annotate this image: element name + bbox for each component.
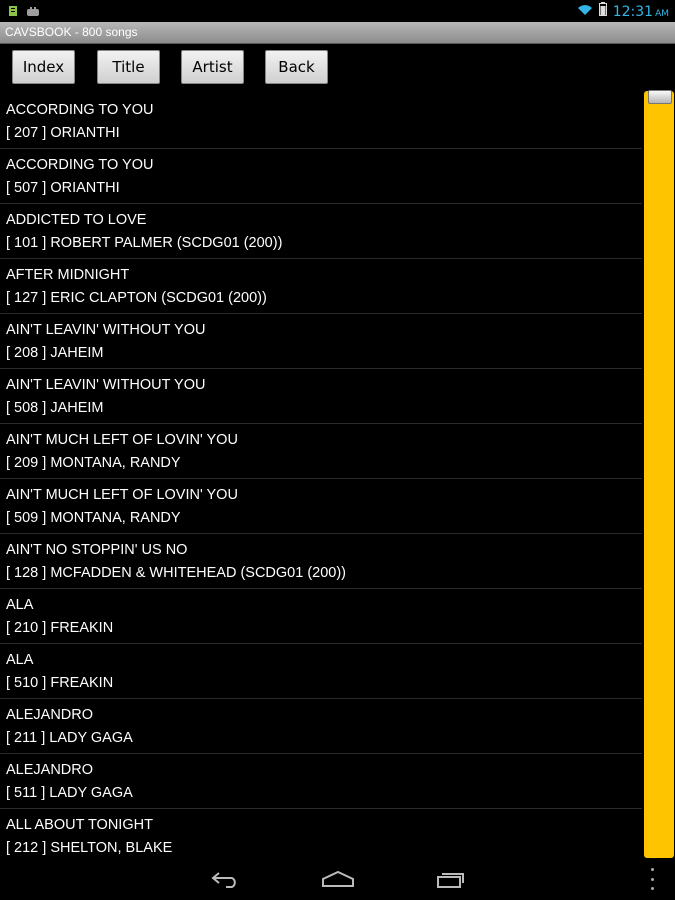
song-detail: [ 101 ] ROBERT PALMER (SCDG01 (200))	[6, 235, 283, 251]
list-item[interactable]	[0, 699, 642, 754]
scroll-thumb[interactable]	[648, 90, 672, 104]
wifi-icon	[577, 3, 593, 21]
song-detail: [ 127 ] ERIC CLAPTON (SCDG01 (200))	[6, 290, 267, 306]
song-list[interactable]	[0, 94, 642, 858]
list-item[interactable]	[0, 314, 642, 369]
song-detail: [ 509 ] MONTANA, RANDY	[6, 510, 181, 526]
song-detail: [ 507 ] ORIANTHI	[6, 180, 120, 196]
notification-icon	[8, 4, 18, 22]
list-item[interactable]	[0, 754, 642, 809]
list-item[interactable]	[0, 809, 642, 858]
list-item[interactable]	[0, 644, 642, 699]
navigation-bar	[0, 858, 675, 900]
title-button[interactable]: Title	[97, 50, 160, 84]
fast-scrollbar[interactable]	[644, 91, 674, 858]
back-button[interactable]: Back	[265, 50, 328, 84]
list-item[interactable]	[0, 94, 642, 149]
song-title: ALEJANDRO	[6, 762, 94, 778]
song-detail: [ 212 ] SHELTON, BLAKE	[6, 840, 173, 856]
artist-button[interactable]: Artist	[181, 50, 244, 84]
list-item[interactable]	[0, 259, 642, 314]
list-item[interactable]	[0, 369, 642, 424]
list-item[interactable]	[0, 424, 642, 479]
song-title: AIN'T MUCH LEFT OF LOVIN' YOU	[6, 432, 238, 448]
song-title: AIN'T LEAVIN' WITHOUT YOU	[6, 322, 206, 338]
song-detail: [ 210 ] FREAKIN	[6, 620, 114, 636]
home-nav-icon[interactable]	[318, 866, 358, 892]
clock: 12:31 AM	[612, 3, 669, 20]
list-item[interactable]	[0, 479, 642, 534]
song-title: ALL ABOUT TONIGHT	[6, 817, 153, 833]
song-detail: [ 508 ] JAHEIM	[6, 400, 104, 416]
song-detail: [ 207 ] ORIANTHI	[6, 125, 120, 141]
list-item[interactable]	[0, 534, 642, 589]
recent-apps-nav-icon[interactable]	[431, 866, 471, 892]
title-bar	[0, 22, 675, 44]
song-title: AFTER MIDNIGHT	[6, 267, 130, 283]
list-item[interactable]	[0, 589, 642, 644]
list-item[interactable]	[0, 149, 642, 204]
song-title: ALA	[6, 597, 34, 613]
song-title: ACCORDING TO YOU	[6, 102, 154, 118]
song-title: AIN'T LEAVIN' WITHOUT YOU	[6, 377, 206, 393]
song-title: ADDICTED TO LOVE	[6, 212, 147, 228]
back-nav-icon[interactable]	[205, 866, 245, 892]
song-title: ALA	[6, 652, 34, 668]
song-detail: [ 211 ] LADY GAGA	[6, 730, 133, 746]
song-detail: [ 511 ] LADY GAGA	[6, 785, 133, 801]
song-title: ALEJANDRO	[6, 707, 94, 723]
status-bar	[0, 0, 675, 22]
battery-icon	[599, 2, 607, 21]
song-detail: [ 510 ] FREAKIN	[6, 675, 114, 691]
song-title: AIN'T MUCH LEFT OF LOVIN' YOU	[6, 487, 238, 503]
song-title: ACCORDING TO YOU	[6, 157, 154, 173]
song-detail: [ 128 ] MCFADDEN & WHITEHEAD (SCDG01 (200))	[6, 565, 347, 581]
song-detail: [ 209 ] MONTANA, RANDY	[6, 455, 181, 471]
song-title: AIN'T NO STOPPIN' US NO	[6, 542, 188, 558]
overflow-menu-icon[interactable]	[646, 868, 658, 890]
toolbar	[0, 43, 675, 93]
android-debug-icon	[26, 4, 40, 22]
index-button[interactable]: Index	[12, 50, 75, 84]
list-item[interactable]	[0, 204, 642, 259]
app-title: CAVSBOOK - 800 songs	[5, 25, 138, 39]
song-detail: [ 208 ] JAHEIM	[6, 345, 104, 361]
